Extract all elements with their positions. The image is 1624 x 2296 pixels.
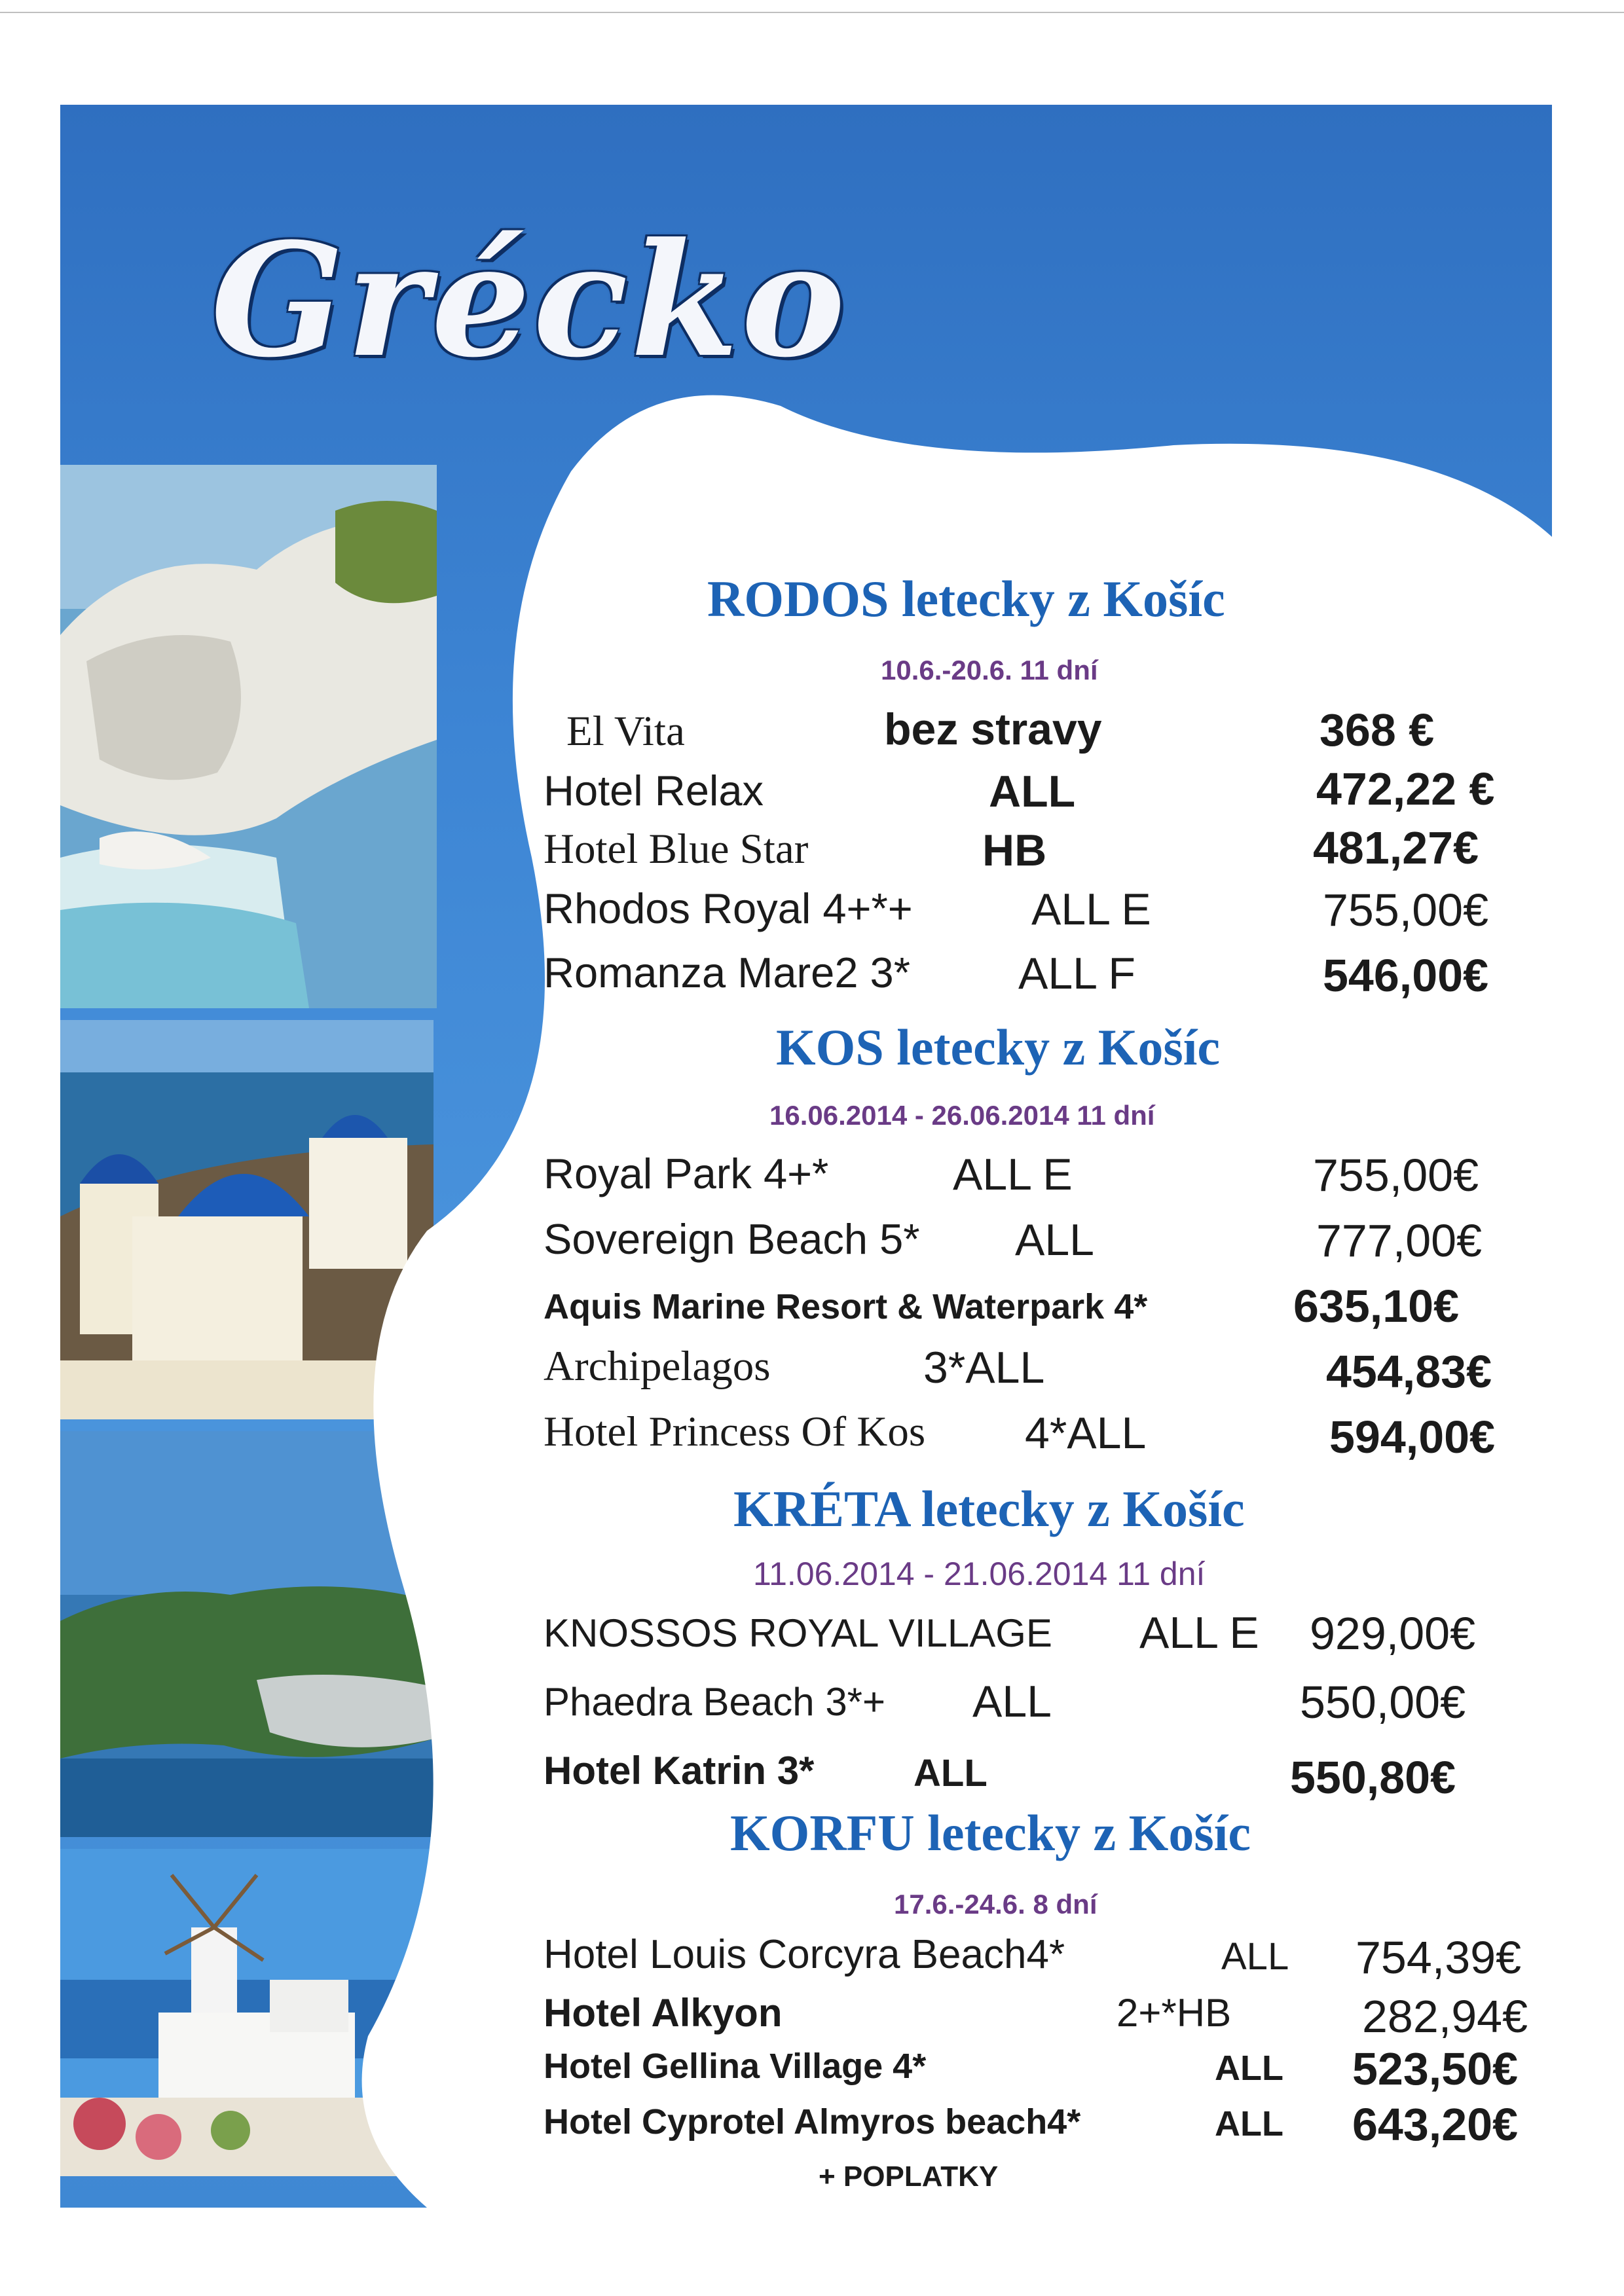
hotel-board: ALL bbox=[1215, 2049, 1283, 2088]
hotel-price: 929,00€ bbox=[1310, 1608, 1476, 1659]
hotel-name: Hotel Katrin 3* bbox=[544, 1749, 815, 1793]
hotel-price: 454,83€ bbox=[1326, 1346, 1492, 1397]
hotel-name: Royal Park 4+* bbox=[544, 1150, 829, 1197]
section-dates-rodos: 10.6.-20.6. 11 dní bbox=[881, 655, 1098, 685]
hotel-price: 754,39€ bbox=[1356, 1932, 1522, 1983]
hotel-name: Hotel Alkyon bbox=[544, 1991, 783, 2035]
hotel-name: Romanza Mare2 3* bbox=[544, 949, 910, 996]
hotel-price: 550,00€ bbox=[1300, 1677, 1466, 1728]
hotel-name: Hotel Relax bbox=[544, 767, 764, 814]
hotel-board: ALL bbox=[989, 767, 1076, 816]
hotel-price: 594,00€ bbox=[1329, 1412, 1496, 1463]
hotel-board: bez stravy bbox=[884, 704, 1102, 754]
hotel-board: ALL E bbox=[1031, 884, 1151, 934]
website-url[interactable]: www.ckveva.sk bbox=[131, 2233, 523, 2291]
hotel-board: ALL bbox=[1015, 1215, 1094, 1265]
hotel-board: ALL E bbox=[1139, 1608, 1259, 1658]
hotel-price: 635,10€ bbox=[1293, 1281, 1460, 1332]
section-heading-kreta: KRÉTA letecky z Košíc bbox=[733, 1480, 1245, 1537]
hotel-board: ALL bbox=[913, 1752, 987, 1795]
fees-note: + POPLATKY bbox=[819, 2160, 999, 2193]
hotel-name: Hotel Princess Of Kos bbox=[544, 1408, 926, 1455]
hotel-board: 4*ALL bbox=[1025, 1408, 1147, 1458]
hotel-price: 777,00€ bbox=[1316, 1215, 1483, 1266]
hotel-board: 3*ALL bbox=[923, 1343, 1045, 1393]
section-heading-kos: KOS letecky z Košíc bbox=[776, 1019, 1221, 1076]
hotel-price: 282,94€ bbox=[1362, 1991, 1528, 2042]
hotel-board: 2+*HB bbox=[1116, 1991, 1232, 2035]
scan-top-line bbox=[0, 12, 1624, 13]
hotel-name: Hotel Gellina Village 4* bbox=[544, 2047, 927, 2086]
hotel-price: 550,80€ bbox=[1290, 1752, 1456, 1803]
hotel-board: ALL bbox=[1215, 2104, 1283, 2143]
hotel-board: ALL bbox=[972, 1677, 1052, 1726]
hotel-name: Archipelagos bbox=[544, 1343, 771, 1390]
section-heading-korfu: KORFU letecky z Košíc bbox=[730, 1804, 1251, 1861]
hotel-board: ALL E bbox=[953, 1150, 1073, 1199]
hotel-name: Hotel Cyprotel Almyros beach4* bbox=[544, 2102, 1081, 2141]
hotel-name: Sovereign Beach 5* bbox=[544, 1215, 920, 1263]
hotel-board: ALL bbox=[1221, 1935, 1289, 1978]
hotel-price: 368 € bbox=[1320, 704, 1435, 756]
page-title: Grécko bbox=[211, 210, 848, 392]
section-dates-kreta: 11.06.2014 - 21.06.2014 11 dní bbox=[753, 1556, 1206, 1592]
hotel-price: 546,00€ bbox=[1323, 950, 1489, 1001]
hotel-name: Hotel Louis Corcyra Beach4* bbox=[544, 1932, 1065, 1977]
hotel-price: 523,50€ bbox=[1352, 2043, 1519, 2094]
hotel-board: HB bbox=[982, 826, 1047, 875]
hotel-price: 755,00€ bbox=[1313, 1150, 1479, 1201]
hotel-price: 481,27€ bbox=[1313, 822, 1479, 873]
hotel-name: Hotel Blue Star bbox=[544, 826, 809, 873]
hotel-name: Rhodos Royal 4+*+ bbox=[544, 884, 913, 932]
hotel-board: ALL F bbox=[1018, 949, 1135, 998]
section-heading-rodos: RODOS letecky z Košíc bbox=[707, 570, 1225, 627]
section-dates-kos: 16.06.2014 - 26.06.2014 11 dní bbox=[769, 1100, 1155, 1131]
section-dates-korfu: 17.6.-24.6. 8 dní bbox=[894, 1889, 1098, 1920]
hotel-name: El Vita bbox=[566, 708, 685, 755]
hotel-price: 755,00€ bbox=[1323, 884, 1489, 936]
hotel-name: Aquis Marine Resort & Waterpark 4* bbox=[544, 1287, 1148, 1326]
hotel-name: KNOSSOS ROYAL VILLAGE bbox=[544, 1611, 1052, 1655]
hotel-name: Phaedra Beach 3*+ bbox=[544, 1680, 886, 1724]
hotel-price: 472,22 € bbox=[1316, 763, 1495, 814]
hotel-price: 643,20€ bbox=[1352, 2099, 1519, 2150]
